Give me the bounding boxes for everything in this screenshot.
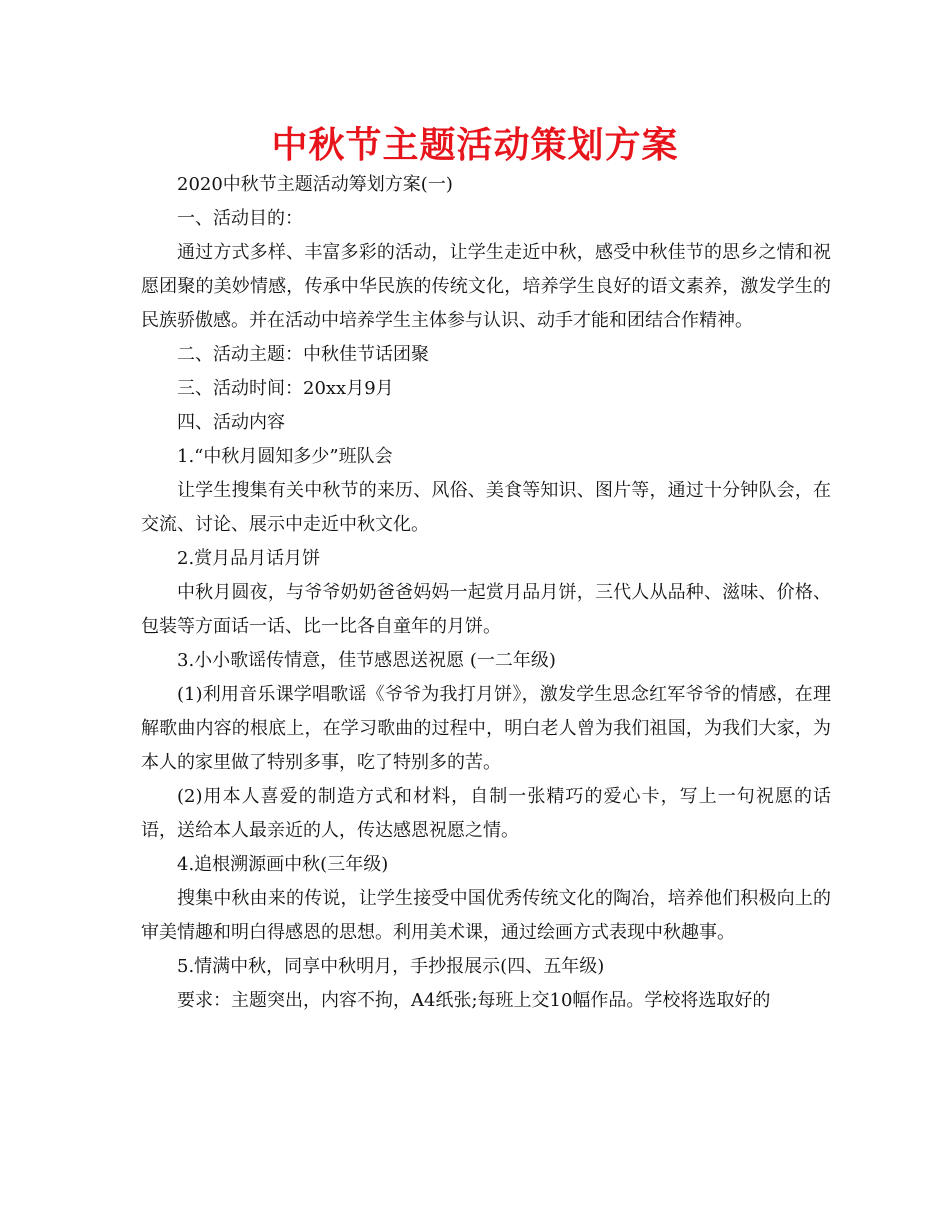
paragraph-heading-content: 四、活动内容 xyxy=(177,412,285,433)
paragraph-heading-time: 三、活动时间：20xx月9月 xyxy=(177,378,394,399)
paragraph-heading-purpose: 一、活动目的： xyxy=(177,208,303,229)
paragraph-item-3-sub-1: (1)利用音乐课学唱歌谣《爷爷为我打月饼》，激发学生思念红军爷爷的情感，在理解歌曲内容的根底上，在学习歌曲的过程中，明白老人曾为我们祖国，为我们大家，为本人的家里做了特别多事，吃了特别多的苦。 xyxy=(141,684,831,773)
paragraph-item-5-text: 要求：主题突出，内容不拘，A4纸张;每班上交10幅作品。学校将选取好的 xyxy=(177,990,771,1011)
paragraph-item-2-heading: 2.赏月品月话月饼 xyxy=(177,548,321,569)
document-title: 中秋节主题活动策划方案 xyxy=(271,125,679,166)
paragraph-item-5-heading: 5.情满中秋，同享中秋明月，手抄报展示(四、五年级) xyxy=(177,956,605,977)
paragraph-item-4-text: 搜集中秋由来的传说，让学生接受中国优秀传统文化的陶冶，培养他们积极向上的审美情趣和明白得感恩的思想。利用美术课，通过绘画方式表现中秋趣事。 xyxy=(141,888,831,943)
paragraph-purpose-text: 通过方式多样、丰富多彩的活动，让学生走近中秋，感受中秋佳节的思乡之情和祝愿团聚的美妙情感，传承中华民族的传统文化，培养学生良好的语文素养，激发学生的民族骄傲感。并在活动中培养学生主体参与认识、动手才能和团结合作精神。 xyxy=(141,242,831,331)
paragraph-subtitle: 2020中秋节主题活动筹划方案(一) xyxy=(177,174,453,195)
paragraph-item-4-heading: 4.追根溯源画中秋(三年级) xyxy=(177,854,389,875)
paragraph-item-2-text: 中秋月圆夜，与爷爷奶奶爸爸妈妈一起赏月品月饼，三代人从品种、滋味、价格、包装等方面话一话、比一比各自童年的月饼。 xyxy=(141,582,831,637)
paragraph-item-3-sub-2: (2)用本人喜爱的制造方式和材料，自制一张精巧的爱心卡，写上一句祝愿的话语，送给本人最亲近的人，传达感恩祝愿之情。 xyxy=(141,786,831,841)
paragraph-item-1-text: 让学生搜集有关中秋节的来历、风俗、美食等知识、图片等，通过十分钟队会，在交流、讨论、展示中走近中秋文化。 xyxy=(141,480,831,535)
paragraph-item-1-heading: 1.“中秋月圆知多少”班队会 xyxy=(177,446,393,467)
document-body xyxy=(141,168,831,1018)
paragraph-heading-theme: 二、活动主题：中秋佳节话团聚 xyxy=(177,344,429,365)
paragraph-item-3-heading: 3.小小歌谣传情意，佳节感恩送祝愿 (一二年级) xyxy=(177,650,556,671)
